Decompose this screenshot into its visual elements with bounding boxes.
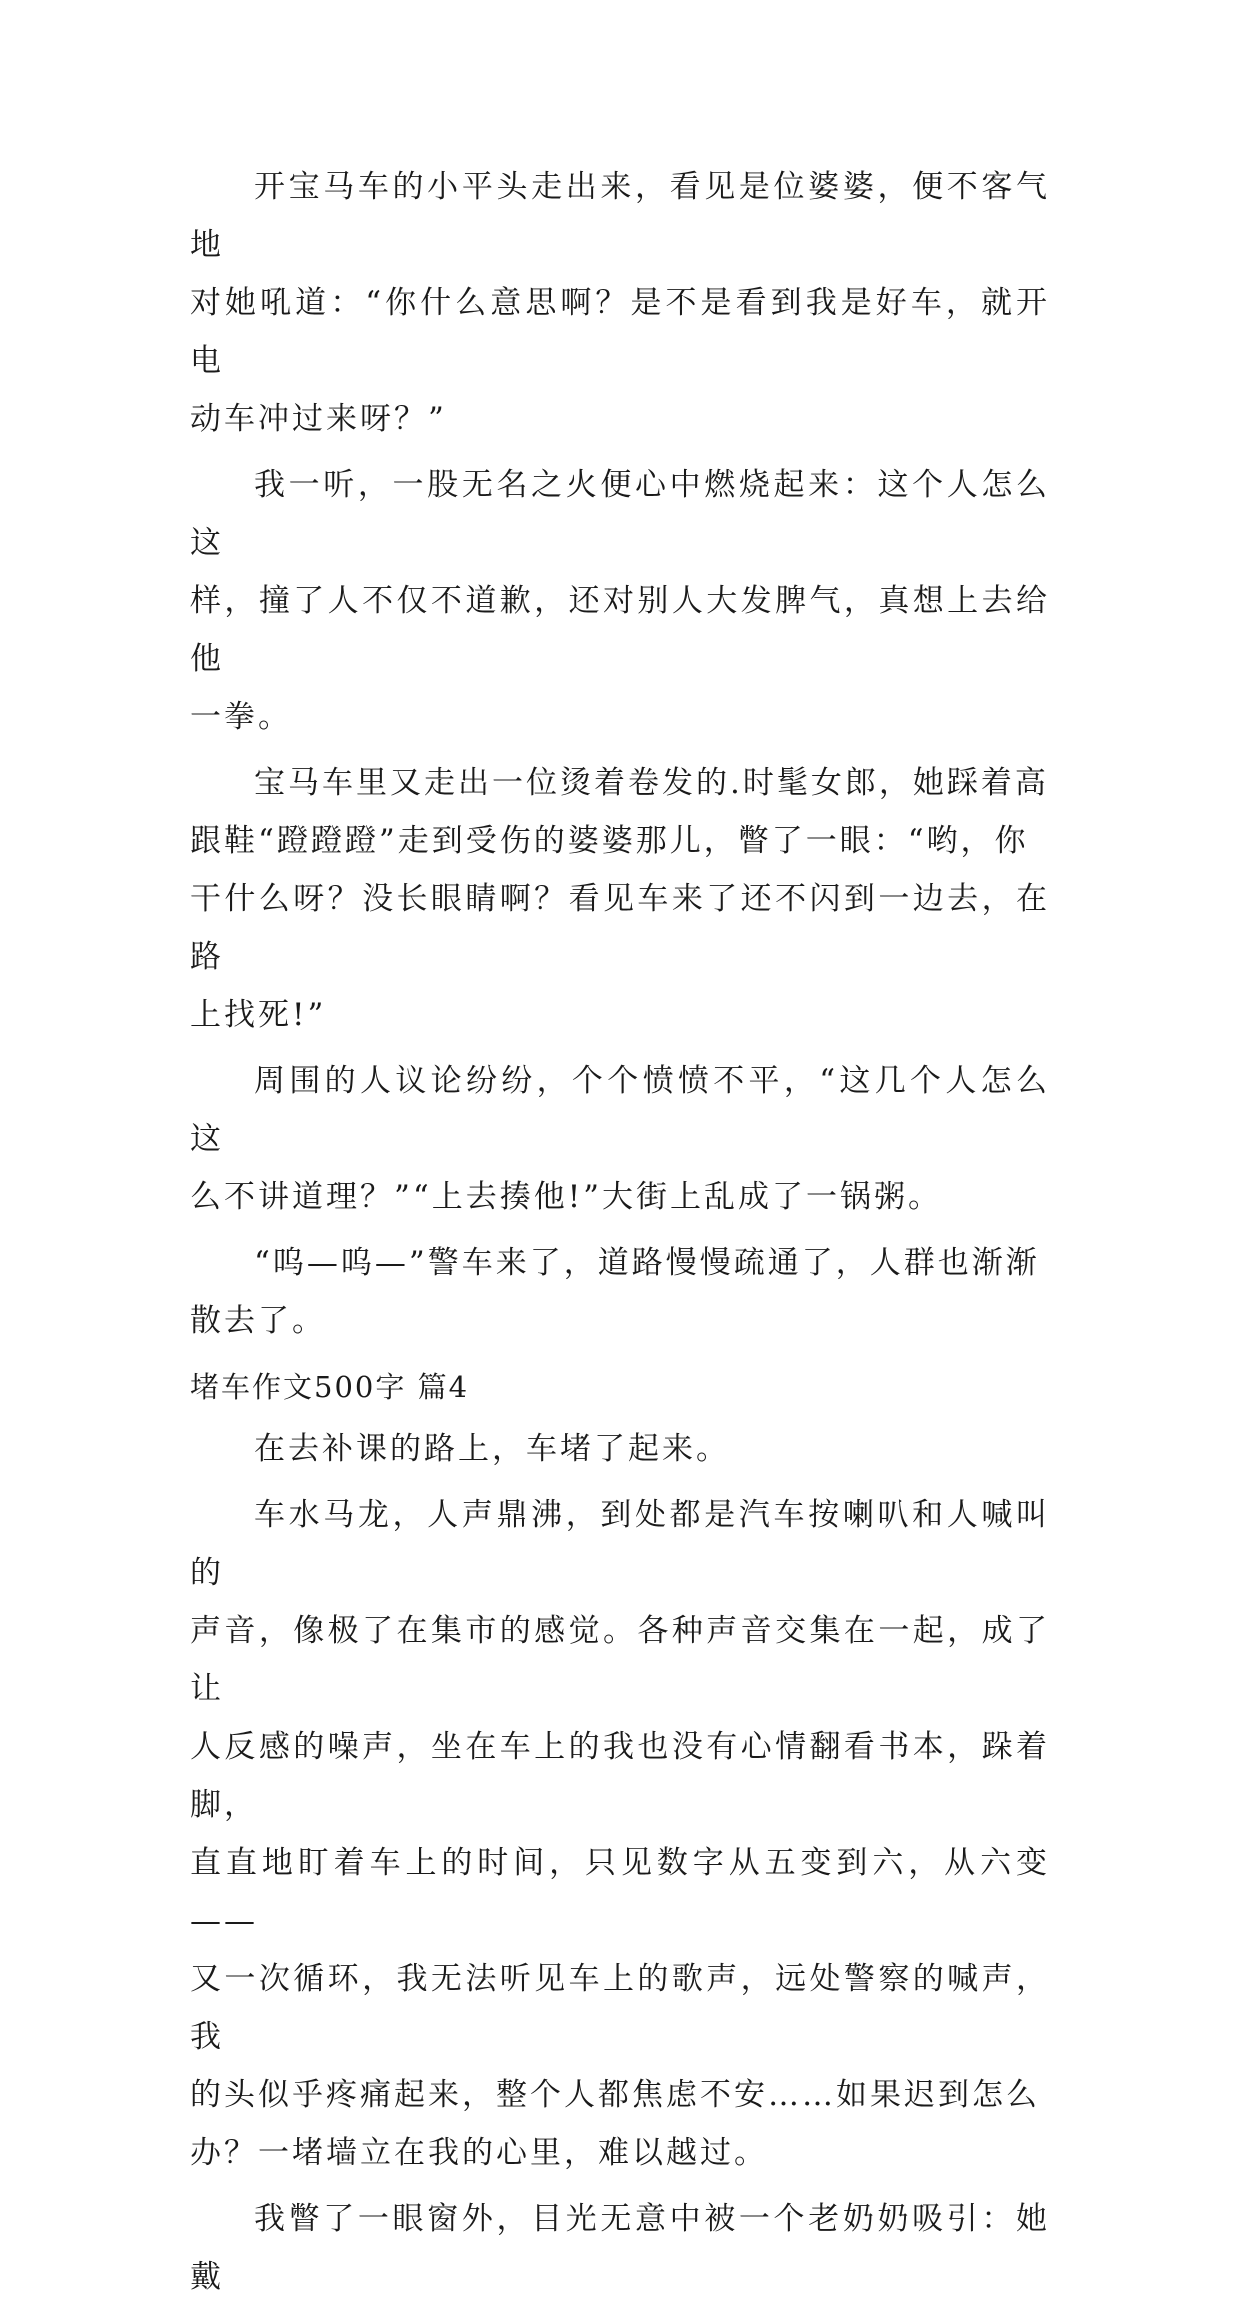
paragraph-3: [190, 754, 1050, 1044]
paragraph-8: [190, 2190, 1050, 2306]
text-line: 上找死!”: [190, 997, 327, 1033]
text-line: 散去了。: [190, 1303, 326, 1339]
text-line: 干什么呀？没长眼睛啊？看见车来了还不闪到一边去，在路: [190, 881, 1050, 975]
text-line: 在去补课的路上，车堵了起来。: [254, 1431, 730, 1467]
section-heading: 堵车作文500字 篇4: [190, 1370, 470, 1404]
text-line: 办？一堵墙立在我的心里，难以越过。: [190, 2135, 768, 2171]
text-line: 宝马车里又走出一位烫着卷发的.时髦女郎，她踩着高: [254, 765, 1049, 801]
text-line: 我瞥了一眼窗外，目光无意中被一个老奶奶吸引：她戴: [190, 2201, 1050, 2295]
text-line: “呜—呜—”警车来了，道路慢慢疏通了，人群也渐渐: [254, 1245, 1040, 1281]
text-line: 声音，像极了在集市的感觉。各种声音交集在一起，成了让: [190, 1613, 1050, 1707]
document-page: [190, 158, 1050, 2314]
paragraph-2: [190, 456, 1050, 746]
text-line: 对她吼道：“你什么意思啊？是不是看到我是好车，就开电: [190, 285, 1050, 379]
paragraph-4: [190, 1052, 1050, 1226]
text-line: 人反感的噪声，坐在车上的我也没有心情翻看书本，跺着脚，: [190, 1729, 1050, 1823]
text-line: 么不讲道理？”“上去揍他!”大街上乱成了一锅粥。: [190, 1179, 942, 1215]
text-line: 周围的人议论纷纷，个个愤愤不平，“这几个人怎么这: [190, 1063, 1050, 1157]
text-line: 一拳。: [190, 699, 292, 735]
paragraph-5: [190, 1234, 1050, 1350]
paragraph-1: [190, 158, 1050, 448]
text-line: 跟鞋“蹬蹬蹬”走到受伤的婆婆那儿，瞥了一眼：“哟，你: [190, 823, 1029, 859]
text-line: 的头似乎疼痛起来，整个人都焦虑不安……如果迟到怎么: [190, 2077, 1040, 2113]
text-line: 我一听，一股无名之火便心中燃烧起来：这个人怎么这: [190, 467, 1050, 561]
text-line: 样，撞了人不仅不道歉，还对别人大发脾气，真想上去给他: [190, 583, 1050, 677]
text-line: 动车冲过来呀？”: [190, 401, 447, 437]
text-line: 开宝马车的小平头走出来，看见是位婆婆，便不客气地: [190, 169, 1050, 263]
text-line: 车水马龙，人声鼎沸，到处都是汽车按喇叭和人喊叫的: [190, 1497, 1050, 1591]
text-line: 直直地盯着车上的时间，只见数字从五变到六，从六变——: [190, 1845, 1050, 1939]
paragraph-7: [190, 1486, 1050, 2182]
text-line: 又一次循环，我无法听见车上的歌声，远处警察的喊声，我: [190, 1961, 1050, 2055]
paragraph-6: [190, 1420, 1050, 1478]
